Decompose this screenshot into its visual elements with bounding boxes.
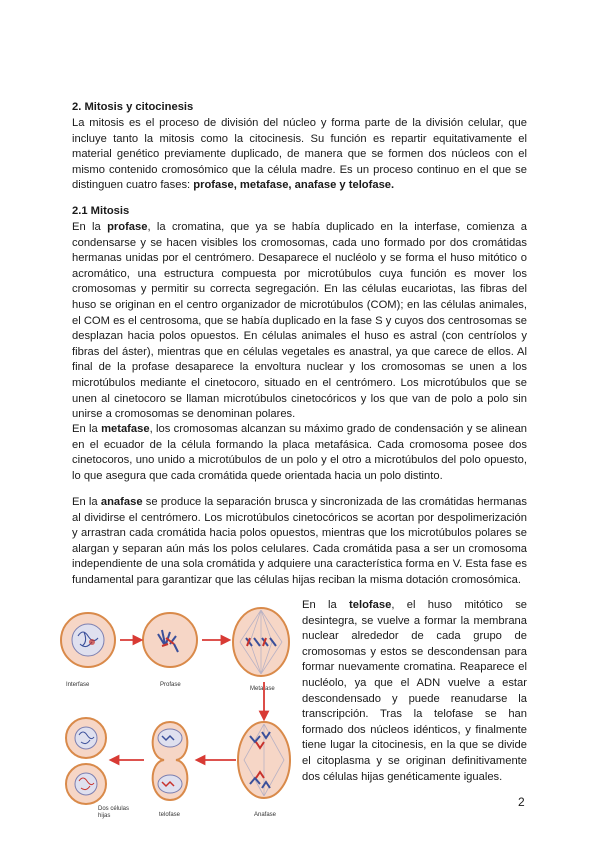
prophase-paragraph (72, 220, 527, 423)
label-telofase: telofase (159, 812, 181, 818)
section-heading-mitosis: 2.1 Mitosis (72, 205, 130, 217)
cell-daughters (66, 718, 106, 804)
telophase-pre: En la (302, 599, 350, 611)
cell-metafase (233, 608, 289, 676)
label-metafase: Metafase (250, 686, 275, 692)
page-number: 2 (518, 795, 525, 809)
cell-telofase (153, 722, 188, 800)
telophase-text: , el huso mitótico se desintegra, se vuelve a formar la membrana nuclear alrededor de cada grupo de cromosomas y estos se descondensan para formar nuevamente cromatina. Reaparece el nucléolo, ya que el ADN vuelve a estar descondensado y puede reanudarse la transcripción. Tras la telofase se han formado dos núcleos idénticos, y finalmente tiene lugar la citocinesis, en la que se divide el citoplasma y se originan definitivamente dos células hijas genéticamente iguales. (302, 599, 528, 783)
anaphase-pre: En la (72, 496, 101, 508)
telophase-paragraph (302, 598, 527, 785)
section-heading-mitosis-citocinesis: 2. Mitosis y citocinesis (72, 101, 194, 113)
mitosis-phases-diagram (58, 598, 294, 824)
prophase-pre: En la (72, 221, 108, 233)
anaphase-paragraph (72, 495, 527, 589)
label-interfase: Interfase (66, 682, 90, 688)
prophase-text: , la cromatina, que ya se había duplicado en la interfase, comienza a condensarse y se hacen visibles los cromosomas, cada uno formado por dos cromátidas hermanas unidas por el centrómero. Desaparece el nucléolo y se forma el huso mitótico o acromático, una estructura compuesta por microtúbulos cuya función es mover los cromosomas y permitir su correcta segregación. En las células eucariotas, las fibras del huso se originan en el centro organizador de microtúbulos (COM); en las células animales, el COM es el centrosoma, que se había duplicado en la fase S y cuyos dos centrosomas se desplazan hacia polos opuestos. En células animales el huso es astral (con centríolos y fibras del áster), mientras que en células vegetales es anastral, ya que carece de ellos. Al final de la profase desaparece la envoltura nuclear y los cromosomas se unen a los microtúbulos mediante el cinetocoro, situado en el centrómero. Los microtúbulos que se unen al cinetocoro se llaman microtúbulos cinetocóricos y los que van de polo a polo sin unirse a cromosomas se denominan polares. (72, 221, 527, 421)
label-hijas-2: hijas (98, 813, 111, 819)
telophase-term: telofase (349, 599, 392, 611)
anaphase-term: anafase (100, 496, 143, 508)
intro-phases: profase, metafase, anafase y telofase. (193, 179, 395, 192)
label-anafase: Anafase (254, 812, 277, 818)
intro-paragraph (72, 116, 527, 194)
cell-interfase (61, 613, 115, 667)
label-profase: Profase (160, 682, 181, 688)
cell-anafase (238, 722, 290, 798)
metaphase-pre: En la (72, 423, 102, 435)
label-hijas-1: Dos células (98, 806, 130, 812)
prophase-term: profase (107, 221, 148, 233)
cell-profase (143, 613, 197, 667)
metaphase-text: , los cromosomas alcanzan su máximo grado de condensación y se alinean en el ecuador de la célula formando la placa metafásica. Cada cromosoma posee dos cinetocoros, uno unido a microtúbulos de un polo y el otro a microtúbulos del polo opuesto, lo que asegura que cada cromátida quede orientada hacia un polo distinto. (72, 423, 528, 482)
metaphase-term: metafase (101, 423, 150, 435)
metaphase-paragraph (72, 422, 527, 484)
intro-text: La mitosis es el proceso de división del núcleo y forma parte de la división celular, que incluye tanto la mitosis como la citocinesis. Su función es repartir equitativamente el material genético previamente duplicado, de manera que se formen dos núcleos con el mismo contenido cromosómico que la célula madre. Es un proceso continuo en el que se distinguen cuatro fases: (72, 117, 527, 192)
anaphase-text: se produce la separación brusca y sincronizada de las cromátidas hermanas al dividirse el centrómero. Los microtúbulos cinetocóricos se acortan por despolimerización y arrastran cada cromátida hacia polos opuestos, mientras que los microtúbulos polares se alargan y separan aún más los polos celulares. Cada cromátida pasa a ser un cromosoma independiente de una sola cromátida y adquiere una característica forma en V. Esta fase es fundamental para garantizar que las células hijas reciban la misma dotación cromosómica. (72, 496, 527, 586)
